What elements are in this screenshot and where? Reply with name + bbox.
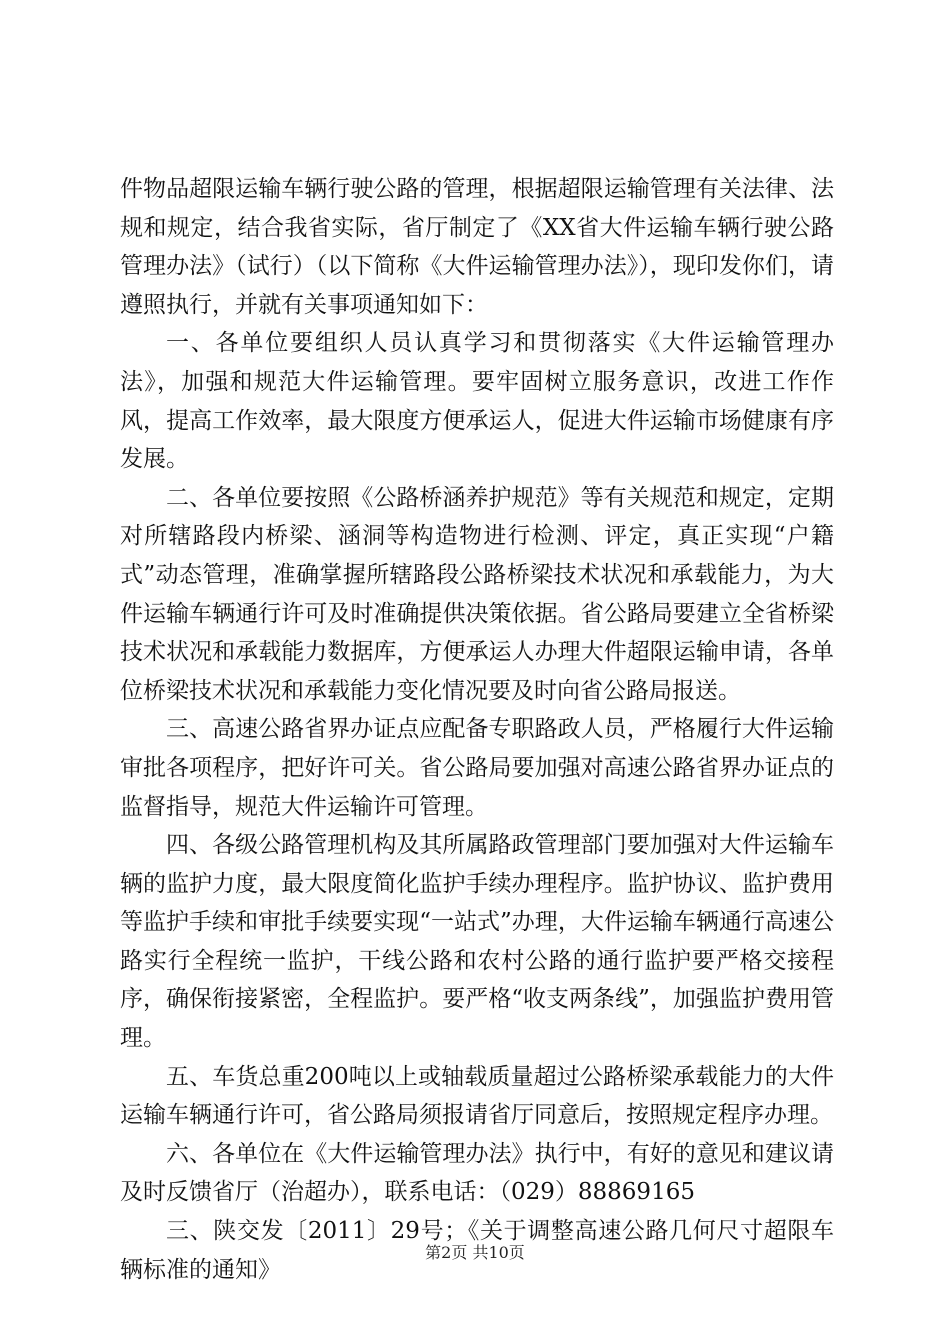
paragraph-item-6: 六、各单位在《大件运输管理办法》执行中，有好的意见和建议请及时反馈省厅（治超办），联系电话：（029）88869165 [120,1140,834,1206]
paragraph-reference: 三、陕交发〔2011〕29号；《关于调整高速公路几何尺寸超限车辆标准的通知》 [120,1218,834,1283]
paragraph-intro: 件物品超限运输车辆行驶公路的管理，根据超限运输管理有关法律、法规和规定，结合我省实际，省厅制定了《XX省大件运输车辆行驶公路管理办法》（试行）（以下简称《大件运输管理办法》），现印发你们，请遵照执行，并就有关事项通知如下： [120,176,834,318]
paragraph-item-1: 一、各单位要组织人员认真学习和贯彻落实《大件运输管理办法》，加强和规范大件运输管理。要牢固树立服务意识，改进工作作风，提高工作效率，最大限度方便承运人，促进大件运输市场健康有序发展。 [120,330,834,473]
page-number-footer: 第2页 共10页 [425,1243,525,1262]
paragraph-item-4: 四、各级公路管理机构及其所属路政管理部门要加强对大件运输车辆的监护力度，最大限度简化监护手续办理程序。监护协议、监护费用等监护手续和审批手续要实现“一站式”办理，大件运输车辆通行高速公路实行全程统一监护，干线公路和农村公路的通行监护要严格交接程序，确保衔接紧密，全程监护。要严格“收支两条线”，加强监护费用管理。 [120,832,834,1052]
paragraph-item-3: 三、高速公路省界办证点应配备专职路政人员，严格履行大件运输审批各项程序，把好许可关。省公路局要加强对高速公路省界办证点的监督指导，规范大件运输许可管理。 [120,716,834,820]
document-body [120,170,834,1289]
paragraph-item-2: 二、各单位要按照《公路桥涵养护规范》等有关规范和规定，定期对所辖路段内桥梁、涵洞等构造物进行检测、评定，真正实现“户籍式”动态管理，准确掌握所辖路段公路桥梁技术状况和承载能力，为大件运输车辆通行许可及时准确提供决策依据。省公路局要建立全省桥梁技术状况和承载能力数据库，方便承运人办理大件超限运输申请，各单位桥梁技术状况和承载能力变化情况要及时向省公路局报送。 [120,484,834,704]
paragraph-item-5: 五、车货总重200吨以上或轴载质量超过公路桥梁承载能力的大件运输车辆通行许可，省公路局须报请省厅同意后，按照规定程序办理。 [120,1063,834,1129]
